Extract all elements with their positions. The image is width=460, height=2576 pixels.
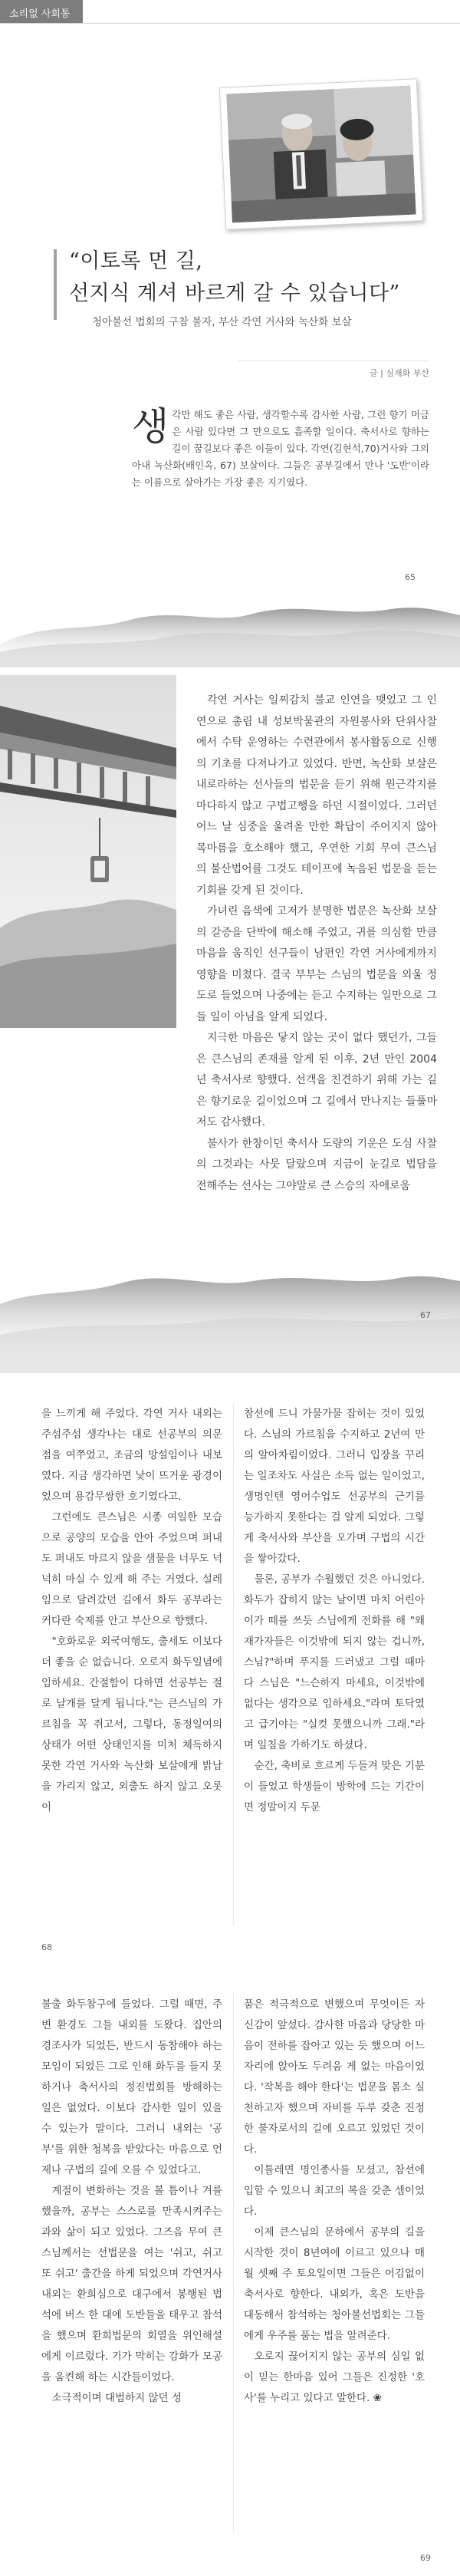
paragraph: 참선에 드니 가물가물 잡히는 것이 있었다. 스님의 가르침을 수지하고 2년여 만의 알아차림이었다. 그러니 입장을 꾸리는 일조차도 사실은 소득 없는 일이었고, 생명인텐 영어수업도 선공부의 근기를 능가하지 못한다는 걸 알게 되었다. 그렇게 축서사와 부산을 오가며 구법의 시간을 쌓아갔다. — [244, 1408, 425, 1565]
header-rule — [0, 23, 460, 24]
intro-text: 각만 해도 좋은 사람, 생각할수록 감사한 사람, 그런 향기 머금은 사람 있다면 그 만으로도 흡족할 일이다. 축서사로 향하는 길이 꿈길보다 좋은 이들이 있다. 각연(김현석,70)거사와 그의 아내 녹산화(배인옥, 67) 보살이다. 그들은 공부길에서 만나 '도반'이라는 이름으로 살아가는 가장 좋은 지기였다. — [132, 409, 429, 488]
mountain-mist-illustration — [0, 1250, 460, 1373]
paragraph: 오로지 끊어지지 않는 공부의 심일 없이 믿는 한마음 있어 그들은 진정한 '호사'를 누리고 있다고 말한다. ❀ — [244, 2350, 425, 2404]
article-subhead: 청아불선 법회의 구참 불자, 부산 각연 거사와 녹산화 보살 — [92, 316, 352, 328]
page-65 — [0, 667, 460, 1373]
couple-photo-image — [226, 86, 416, 223]
column-divider — [233, 1995, 234, 2532]
page-66-right-column — [244, 1404, 425, 1818]
headline-accent-bar — [54, 249, 57, 320]
paragraph: 순간, 축비로 흐르게 두들겨 맞은 기분이 들었고 학생들이 방학에 드는 기간이면 정말이지 두문 — [244, 1760, 425, 1813]
mountain-mist-illustration — [0, 591, 460, 667]
page-66 — [0, 1373, 460, 1972]
page-67 — [0, 1972, 460, 2576]
paragraph: 이틀레면 명인종사를 모셨고, 참선에 입할 수 있으니 최고의 복을 갖춘 셈이었다. — [244, 2164, 425, 2218]
headline-line-1: “이토록 먼 길, — [69, 249, 203, 273]
paragraph: 품은 적극적으로 변했으며 무엇이든 자신감이 앞섰다. 감사한 마음과 당당한 마음이 전하를 잡아고 있는 듯 했으며 어느 자리에 앉아도 두려움 게 없는 마음이었다. '작복을 해야 한다'는 법문을 몸소 실천하고자 했으며 자비를 두루 갖춘 진정한 불자로서의 길에 오르고 있었던 것이다. — [244, 1998, 425, 2156]
paragraph: 을 느끼게 해 주었다. 각연 거사 내외는 주섬주섬 생각나는 대로 선공부의 의문점을 여쭈었고, 조금의 망설임이나 내보였다. 지금 생각하면 낯이 뜨거운 광경이었으며 용감무쌍한 호기였다고. — [41, 1408, 222, 1503]
paragraph: 소극적이며 대범하지 않던 성 — [51, 2392, 182, 2404]
section-tab — [0, 0, 83, 23]
page-number: 69 — [420, 2553, 431, 2563]
paragraph: "호화로운 외국여행도, 출세도 이보다 더 좋을 순 없습니다. 오로지 화두일념에 임하세요. 간절함이 다하면 선공부는 절로 날개를 달게 됩니다."는 큰스님의 가르침을 꼭 쥐고서, 그렇다, 동정일여의 상태가 어떤 상태인지를 미처 체득하지 못한 각연 거사와 녹산화 보살에게 밝남을 가리지 않고, 외출도 하지 않고 오롯이 — [41, 1636, 222, 1813]
column-divider — [233, 1404, 234, 1925]
page-67-right-column — [244, 1995, 425, 2409]
page-64 — [0, 0, 460, 667]
byline: 글 | 심재화 부산 — [370, 368, 429, 378]
paragraph: 불출 화두참구에 들었다. 그럴 때면, 주변 환경도 그들 내외를 도왔다. 집안의 경조사가 되었든, 반드시 동참해야 하는 모임이 되었든 그로 인해 화두를 들지 못하거나 축서사의 정진법회를 방해하는 일은 없었다. 이보다 감사한 일이 있을 수 있는가 말이다. 그러니 내외는 '공부'를 위한 청복을 받았다는 마음으로 언제나 구법의 길에 오를 수 있었다고. — [41, 1998, 222, 2176]
paragraph: 가녀린 음색에 고저가 분명한 법문은 녹산화 보살의 갈증을 단박에 해소해 주었고, 귀를 의심할 만큼 마음을 움직인 선구들이 남편인 각연 거사에게까지 영향을 미쳤다. 결국 부부는 스님의 법문을 외울 정도로 들었으며 나중에는 듣고 수지하는 일만으로 그들 일이 아님을 알게 되었다. — [196, 905, 437, 1023]
paragraph: 물론, 공부가 수월했던 것은 아니었다. 화두가 잡히지 않는 날이면 마치 어린아이가 떼를 쓰듯 스님에게 전화를 해 "왜 재가자들은 이것밖에 되지 않는 겁니까, 스님?"하며 푸지를 드러냈고 그럴 때마다 스님은 "느슨하지 마세요, 이것밖에 없다는 생각으로 임하세요."라며 토닥였고 급기야는 "실컷 못했으니까 그래."라며 일침을 가하기도 하셨다. — [244, 1573, 425, 1751]
couple-photo — [219, 78, 423, 230]
page-66-left-column — [41, 1404, 222, 1818]
page-number: 68 — [41, 1942, 52, 1952]
page-67-left-column — [41, 1995, 222, 2409]
page-number: 65 — [405, 572, 416, 582]
paragraph: 그런에도 큰스님은 시종 여일한 모습으로 공양의 모습을 안아 주었으며 퍼내도 퍼내도 마르지 않을 샘물을 너무도 넉넉히 마실 수 있게 해 주는 거였다. 설레임으로 달려갔던 길에서 화두 공부라는 커다란 숙제를 안고 부산으로 향했다. — [41, 1511, 222, 1627]
headline-line-2: 선지식 계셔 바르게 갈 수 있습니다” — [69, 282, 400, 305]
paragraph: 불사가 한창이던 축서사 도량의 기운은 도심 사찰의 그것과는 사뭇 달랐으며 지금이 눈길로 법담을 전해주는 선사는 그야말로 큰 스승의 자애로움 — [196, 1137, 437, 1192]
article-headline — [69, 245, 437, 310]
intro-dropcap: 생 — [132, 404, 169, 449]
paragraph: 지극한 마음은 닿지 않는 곳이 없다 했던가, 그들은 큰스님의 존재를 알게 된 이후, 2년 만인 2004년 축서사로 향했다. 선객을 친견하기 위해 가는 길은 향기로운 길이었으며 그 길에서 만나지는 들풀마저도 감사했다. — [196, 1032, 437, 1128]
page-65-column — [196, 690, 437, 1197]
paragraph: 계절이 변화하는 것을 볼 틈이나 겨를했을까, 공부는 스스로를 만족시켜주는 과와 삶이 되고 있었다. 그즈음 무여 큰스님께서는 선법문을 여는 '쉬고, 쉬고 또 쉬고' 출간을 하게 되었으며 각연거사 내외는 환희심으로 대구에서 봉행된 법석에 버스 한 대에 도반들을 태우고 참석을 했으며 환희법문의 회열을 위인해설에게 이르렀다. 기가 막히는 감화가 모공을 움켠해 하는 시간들이었다. — [41, 2185, 222, 2383]
intro-paragraph — [132, 404, 429, 491]
page-number: 67 — [420, 1310, 431, 1320]
paragraph: 이제 큰스님의 문하에서 공부의 길을 시작한 것이 8년여에 이르고 있으나 매월 셋째 주 토요일이면 그들은 어김없이 축서사로 향한다. 내외가, 혹은 도반을 대동해서 참석하는 청아불선법회는 그들에게 우주를 품는 법을 알려준다. — [244, 2226, 425, 2342]
section-label: 소리없 사회통 — [9, 8, 71, 20]
temple-eaves-illustration — [0, 675, 176, 1028]
paragraph: 각연 거사는 일찌감치 불교 인연을 맺었고 그 인연으로 총림 내 성보박물관의 자원봉사와 단위사찰에서 수탁 운영하는 수련관에서 봉사활동으로 신행의 기초를 다져나가고 있었다. 반면, 녹산화 보살은 내로라하는 선사들의 법문을 듣기 위해 원근각지를 마다하지 않고 구법고행을 하던 시절이었다. 그러던 어느 날 심중을 울려올 만한 확답이 주어지지 않아 목마름을 호소해야 했고, 우연한 기회 무여 큰스님의 불산법어를 그것도 테이프에 녹음된 법문을 듣는 기회를 갖게 된 것이다. — [196, 694, 437, 897]
